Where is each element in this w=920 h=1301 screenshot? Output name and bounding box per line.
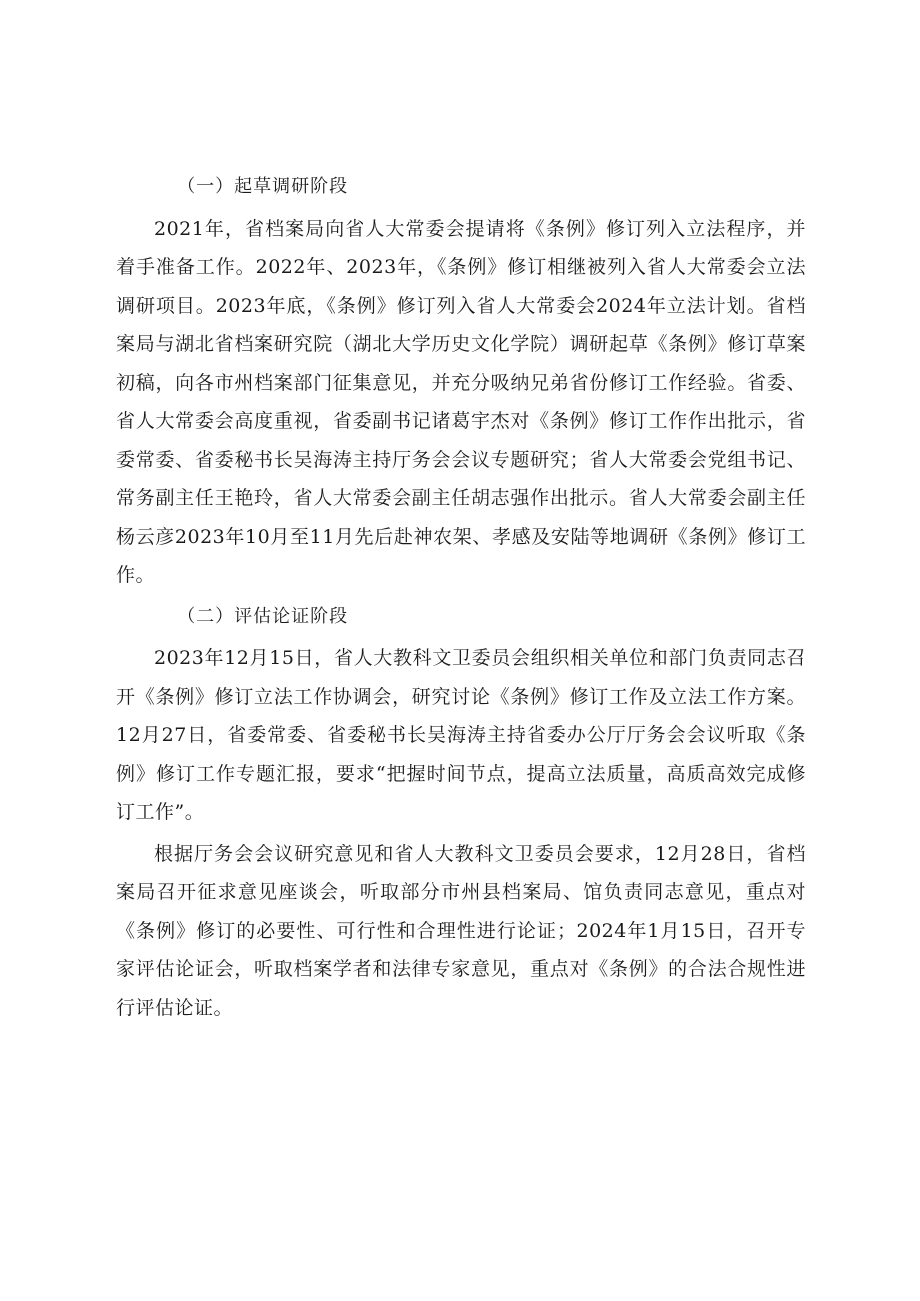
paragraph-coordination-meeting: 2023年12月15日，省人大教科文卫委员会组织相关单位和部门负责同志召开《条例》修订立法工作协调会，研究讨论《条例》修订工作及立法工作方案。12月27日，省委常委、省委秘书长吴海涛主持省委办公厅厅务会会议听取《条例》修订工作专题汇报，要求“把握时间节点，提高立法质量，高质高效完成修订工作”。 [116, 647, 806, 823]
paragraph-expert-evaluation: 根据厅务会会议研究意见和省人大教科文卫委员会要求，12月28日，省档案局召开征求意见座谈会，听取部分市州县档案局、馆负责同志意见，重点对《条例》修订的必要性、可行性和合理性进行论证；2024年1月15日，召开专家评估论证会，听取档案学者和法律专家意见，重点对《条例》的合法合规性进行评估论证。 [116, 842, 806, 1019]
section-heading-drafting: （一）起草调研阶段 [177, 176, 349, 197]
paragraph-drafting-research: 2021年，省档案局向省人大常委会提请将《条例》修订列入立法程序，并着手准备工作。2022年、2023年，《条例》修订相继被列入省人大常委会立法调研项目。2023年底，《条例》修订列入省人大常委会2024年立法计划。省档案局与湖北省档案研究院（湖北大学历史文化学院）调研起草《条例》修订草案初稿，向各市州档案部门征集意见，并充分吸纳兄弟省份修订工作经验。省委、省人大常委会高度重视，省委副书记诸葛宇杰对《条例》修订工作作出批示，省委常委、省委秘书长吴海涛主持厅务会会议专题研究；省人大常委会党组书记、常务副主任王艳玲，省人大常委会副主任胡志强作出批示。省人大常委会副主任杨云彦2023年10月至11月先后赴神农架、孝感及安陆等地调研《条例》修订工作。 [116, 217, 806, 586]
section-heading-evaluation: （二）评估论证阶段 [177, 605, 349, 627]
document-body [116, 168, 806, 1027]
